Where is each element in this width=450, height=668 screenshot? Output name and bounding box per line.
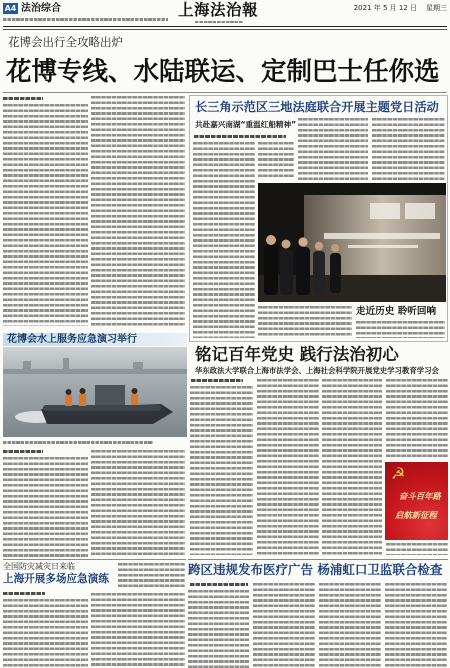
header-rule-thin [3, 29, 447, 30]
issue-date [318, 5, 447, 12]
disaster-rule [3, 559, 186, 560]
party-history-subtitle: 华东政法大学联合上海市法学会、上海社会科学院开展党史学习教育学习会 [195, 366, 439, 375]
boat-cabin [95, 385, 125, 405]
party-history-headline: 铭记百年党史 践行法治初心 [195, 345, 399, 364]
lead-kicker: 花博会出行全攻略出炉 [8, 35, 123, 49]
court-byline [194, 135, 286, 138]
photo-caption [3, 441, 153, 444]
graphic-slogan-line-2: 启航新征程 [395, 510, 437, 520]
boat-tube [43, 405, 161, 411]
disaster-body-top [118, 563, 185, 590]
page-number-badge: A4 [4, 4, 17, 13]
party-history-body-column-3 [322, 379, 382, 555]
masthead-subline [195, 21, 243, 23]
drill-body-column-2 [91, 450, 185, 557]
header-rule [3, 26, 447, 27]
court-subtitle: 共赴嘉兴南湖“重温红船精神” [195, 120, 297, 129]
court-body-column-1 [193, 142, 255, 338]
drill-banner-headline: 花博会水上服务应急演习举行 [3, 333, 187, 346]
editor-credits-line [3, 18, 168, 21]
newspaper-masthead: 上海法治報 [178, 0, 259, 19]
court-headline: 长三角示范区三地法庭联合开展主题党日活动 [195, 100, 439, 114]
disaster-body-column-2 [91, 593, 185, 668]
weekday-text: 星期三 [426, 4, 447, 12]
disaster-kicker: 全国防灾减灾日来临 [3, 562, 75, 571]
court-body-under-subheading [356, 321, 445, 338]
section-title: 法治综合 [21, 3, 61, 14]
party-history-body-column-4 [386, 379, 448, 459]
drill-byline [3, 450, 43, 453]
ad-inspection-body-column-3 [319, 583, 381, 668]
party-history-body-column-1 [190, 386, 253, 555]
court-body-column-top-2 [372, 118, 445, 180]
lead-rule [3, 92, 447, 93]
disaster-byline [3, 592, 45, 595]
lead-body-column-2 [91, 96, 185, 326]
water-drill-photo [3, 347, 187, 437]
disaster-headline: 上海开展多场应急演练 [3, 573, 109, 585]
hammer-sickle-icon: ☭ [391, 464, 406, 483]
court-body-column-2 [258, 142, 294, 180]
ad-inspection-body-column-2 [253, 583, 315, 668]
museum-visit-photo [258, 183, 446, 302]
party-history-body-column-2 [257, 379, 319, 555]
court-body-below-photo [258, 306, 352, 338]
ad-story-rule [188, 559, 448, 560]
lead-headline: 花博专线、水陆联运、定制巴士任你选 [6, 57, 440, 87]
ad-inspection-headline: 跨区违规发布医疗广告 杨浦虹口卫监联合检查 [188, 562, 443, 577]
drill-body-column-1 [3, 457, 88, 557]
graphic-slogan-line-1: 奋斗百年路 [399, 491, 441, 501]
lead-body-column-1 [3, 104, 88, 326]
lead-byline [3, 97, 43, 100]
party-history-byline [191, 379, 243, 382]
court-body-column-top-1 [298, 118, 368, 180]
party-history-body-column-4-end [386, 543, 448, 555]
disaster-body-column-1 [3, 599, 88, 668]
court-subheading: 走近历史 聆听回响 [356, 306, 437, 317]
ad-inspection-body-column-4 [385, 583, 447, 668]
ad-inspection-byline [190, 583, 248, 586]
ad-inspection-body-column-1 [188, 590, 249, 668]
date-text: 2021 年 5 月 12 日 [353, 4, 417, 12]
party-centenary-graphic [385, 462, 448, 540]
